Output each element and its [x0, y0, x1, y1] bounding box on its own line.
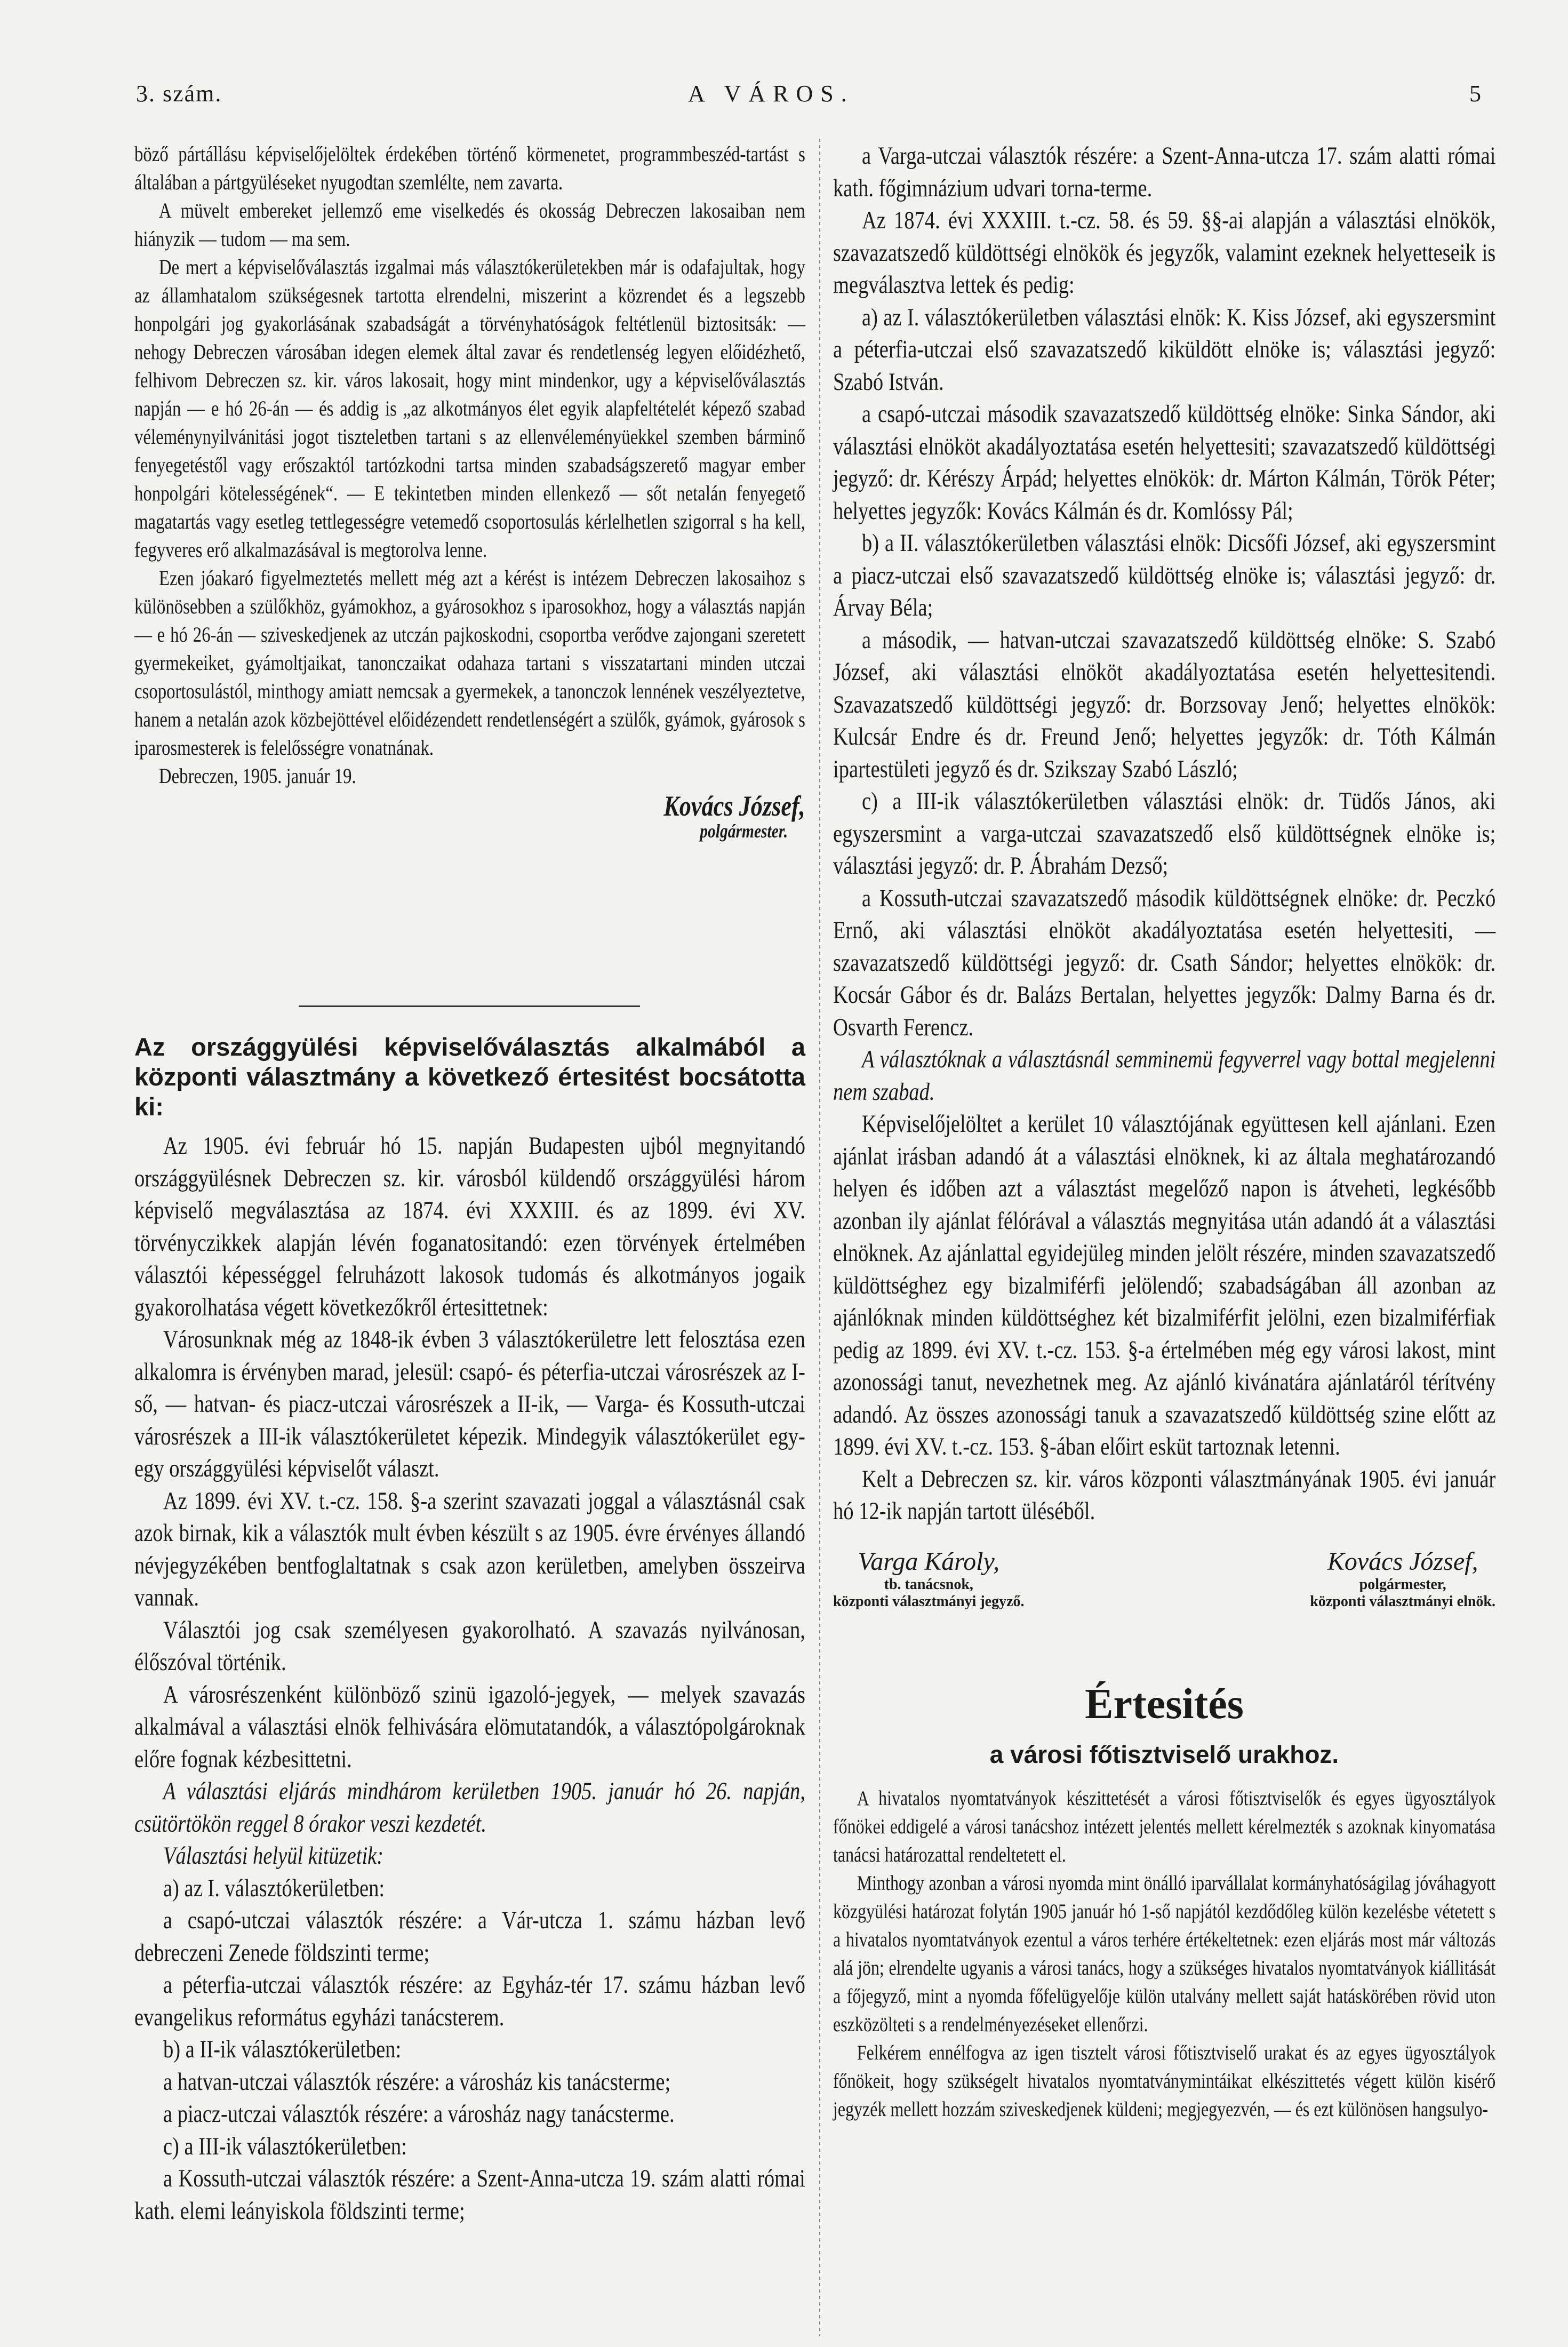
paragraph-italic: A választóknak a választásnál semminemü fegyverrel vagy bottal megjelenni nem szabad. [833, 1045, 1496, 1106]
ertesites-subtitle: a városi főtisztviselő urakhoz. [989, 1741, 1339, 1768]
signature-president [1310, 1547, 1495, 1610]
paragraph: Kelt a Debreczen sz. kir. város központi választmányának 1905. évi január hó 12-ik napján tartott üléséből. [833, 1465, 1496, 1525]
notice-heading: Az országgyülési képviselőválasztás alkalmából a központi választmány a következő értesitést bocsátotta ki: [134, 1033, 805, 1121]
paragraph: Választói jog csak személyesen gyakorolható. A szavazás nyilvánosan, élőszóval történik. [134, 1616, 805, 1676]
paragraph: Felkérem ennélfogva az igen tisztelt városi főtisztviselő urakat és az egyes ügyosztályok főnökeit, hogy szükségelt hivatalos nyomtatványmintáikat elkészittetés végett külön kisérő jegyzék mellett hozzám sziveskedjenek küldeni; megjegyezvén, — és ezt különösen hangsulyo- [833, 2041, 1496, 2121]
paragraph: De mert a képviselőválasztás izgalmai más választókerületekben már is odafajultak, hogy az államhatalom szükségesnek tartotta elrendelni, miszerint a közrendet és a legszebb honpolgári jog gyakorlásának szabadságát a törvényhatóságok feltétlenül biztositsák: — nehogy Debreczen városában idegen elemek által zavar és rendetlenség legyen előidézhető, felhivom Debreczen sz. kir. város lakosait, hogy mint mindenkor, ugy a képviselőválasztás napján — e hó 26-án — és addig is „az alkotmányos élet egyik alapfeltételét képező szabad véleménynyilvánitási jogot tiszteletben tartani s az ellenvéleményüekkel szemben bárminő fenyegetéstől vagy erőszaktól tartózkodni tartsa minden szabadságszerető magyar ember honpolgári kötelességének“. — E tekintetben minden ellenkező — sőt netalán fenyegető magatartás vagy esetleg tettlegességre vetemedő csoportosulás kérlelhetlen szigorral s ha kell, fegyveres erő alkalmazásával is megtorolva lenne. [134, 255, 805, 562]
signature-name: Kovács József, [1327, 1547, 1478, 1576]
signature-role: központi választmányi elnök. [1310, 1593, 1495, 1610]
paragraph: Képviselőjelöltet a kerület 10 választójának együttesen kell ajánlani. Ezen ajánlat irásban adandó át a választási elnöknek, ki az általa meghatározandó helyen és időben azt a választást megelőző napon is átveheti, legkésőbb azonban ily ajánlat félórával a választás megnyitása után adandó át a választási elnöknek. Az ajánlattal egyidejüleg minden jelölt részére, minden szavazatszedő küldöttséghez egy bizalmiférfi jelölendő; szabadságában áll azonban az ajánlóknak minden küldöttséghez két bizalmiférfit jelölni, ezen bizalmiférfiak pedig az 1899. évi XV. t.-cz. 153. §-a értelmében még egy városi lakost, mint azonossági tanut, nevezhetnek meg. Az ajánló kivánatára ajánlatáról térítvény adandó. Az összes azonossági tanuk a szavazatszedő küldöttség szine előtt az 1899. évi XV. t.-cz. 153. §-ában előirt esküt tartoznak letenni. [833, 1110, 1496, 1460]
paragraph: a csapó-utczai választók részére: a Vár-utcza 1. számu házban levő debreczeni Zenede földszinti terme; [134, 1906, 805, 1967]
signature-title: polgármester. [700, 820, 788, 842]
issue-number: 3. szám. [136, 81, 222, 107]
paragraph: a csapó-utczai második szavazatszedő küldöttség elnöke: Sinka Sándor, aki választási elnököt akadályoztatása esetén helyettesiti; szavazatszedő küldöttségi jegyző: dr. Kérészy Árpád; helyettes elnökök: dr. Márton Kálmán, Török Péter; helyettes jegyzők: Kovács Kálmán és dr. Komlóssy Pál; [833, 400, 1496, 525]
section-rule [299, 1005, 640, 1007]
paragraph: a második, — hatvan-utczai szavazatszedő küldöttség elnöke: S. Szabó József, aki választási elnököt akadályoztatása esetén helyettesitendi. Szavazatszedő küldöttségi jegyző: dr. Borzsovay Jenő; helyettes elnökök: Kulcsár Endre és dr. Freund Jenő; helyettes jegyzők: dr. Tóth Kálmán ipartestületi jegyző és dr. Szikszay Szabó László; [833, 626, 1496, 783]
paragraph: Az 1899. évi XV. t.-cz. 158. §-a szerint szavazati joggal a választásnál csak azok birnak, kik a választók mult évben készült s az 1905. évre érvényes állandó névjegyzékében bentfoglaltatnak s csak azon kerületben, amelyben összeirva vannak. [134, 1487, 805, 1611]
paragraph: Városunknak még az 1848-ik évben 3 választókerületre lett felosztása ezen alkalomra is érvényben marad, jelesül: csapó- és péterfia-utczai városrészek az I-ső, — hatvan- és piacz-utczai városrészek a II-ik, — Varga- és Kossuth-utczai városrészek a III-ik választókerületet képezik. Mindegyik választókerület egy-egy országgyülési képviselőt választ. [134, 1326, 805, 1482]
paragraph: a) az I. választókerületben választási elnök: K. Kiss József, aki egyszersmint a péterfia-utczai első szavazatszedő kiküldött elnöke is; választási jegyző: Szabó István. [833, 303, 1496, 396]
signature-role: központi választmányi jegyző. [833, 1593, 1025, 1610]
paragraph: a Kossuth-utczai szavazatszedő második küldöttségnek elnöke: dr. Peczkó Ernő, aki választási elnököt akadályoztatása esetén helyettesiti, — szavazatszedő küldöttségi jegyző: dr. Csath Sándor; helyettes elnökök: dr. Kocsár Gábor és dr. Balázs Bertalan, helyettes jegyzők: Dalmy Barna és dr. Osvarth Ferencz. [833, 884, 1496, 1041]
paragraph: Az 1874. évi XXXIII. t.-cz. 58. és 59. §§-ai alapján a választási elnökök, szavazatszedő küldöttségi elnökök és jegyzők, valamint ezeknek helyetteseik is megválasztva lettek és pedig: [833, 206, 1496, 299]
signature-secretary [833, 1547, 1025, 1610]
paragraph: a Kossuth-utczai választók részére: a Szent-Anna-utcza 19. szám alatti római kath. elemi leányiskola földszinti terme; [134, 2165, 805, 2225]
notice-text-right [833, 140, 1495, 1528]
paragraph: A müvelt embereket jellemző eme viselkedés és okosság Debreczen lakosaiban nem hiányzik — tudom — ma sem. [134, 198, 805, 251]
notice-text-left [134, 1130, 805, 2227]
paragraph: a hatvan-utczai választók részére: a városház kis tanácsterme; [163, 2067, 671, 2096]
proclamation-text [134, 140, 805, 840]
district-heading: a) az I. választókerületben: [163, 1874, 385, 1902]
signature-role: tb. tanácsnok, [884, 1576, 973, 1593]
paragraph: a piacz-utczai választók részére: a városház nagy tanácsterme. [163, 2100, 675, 2128]
district-heading: b) a II-ik választókerületben: [163, 2035, 402, 2063]
dateline: Debreczen, 1905. január 19. [158, 764, 356, 788]
district-heading: c) a III-ik választókerületben: [163, 2132, 407, 2160]
notice-signatures [833, 1547, 1495, 1610]
paragraph-italic: Választási helyül kitüzetik: [163, 1842, 384, 1870]
page-number: 5 [1469, 81, 1482, 107]
signature-name: Varga Károly, [858, 1547, 1000, 1576]
paragraph: b) a II. választókerületben választási elnök: Dicsőfi József, aki egyszersmint a piacz-utczai első szavazatszedő küldöttség elnöke is; választási jegyző: dr. Árvay Béla; [833, 529, 1496, 621]
signature-name: Kovács József, [663, 790, 805, 822]
paragraph: A hivatalos nyomtatványok készittetését a városi főtisztviselők és egyes ügyosztályok főnökei eddigelé a városi tanácshoz intézett jelentés mellett kérelmezték s azoknak kinyomatása tanácsi határozattal rendeltetett el. [833, 1787, 1496, 1866]
ertesites-title: Értesités [1085, 1681, 1244, 1728]
paragraph: Az 1905. évi február hó 15. napján Budapesten ujból megnyitandó országgyülésnek Debreczen sz. kir. városból küldendő országgyülési három képviselő megválasztása az 1874. évi XXXIII. és az 1899. évi XV. törvényczikkek alapján lévén foganatositandó: ezen törvények értelmében választói képességgel felruházott lakosok tudomás és alkotmányos jogaik gyakorolhatása végett következőkről értesittetnek: [134, 1132, 805, 1321]
paragraph-italic: A választási eljárás mindhárom kerületben 1905. január hó 26. napján, csütörtökön reggel 8 órakor veszi kezdetét. [134, 1777, 805, 1838]
ertesites-text [833, 1784, 1495, 2124]
paragraph: Minthogy azonban a városi nyomda mint önálló iparvállalat kormányhatóságilag jóváhagyott közgyülési határozat folytán 1905 január hó 1-ső napjától kezdődőleg külön kezelésbe vétetett s a hivatalos nyomtatványok ezentul a város terhére értékeltetnek: ezen eljárás most már változás alá jön; elrendelte ugyanis a városi tanács, hogy a szükséges hivatalos nyomtatványok kiállitását a főjegyző, mint a nyomda főfelügyelője külön utalvány mellett saját hatáskörében rövid uton eszközölteti s a rendelményezéseket ellenőrzi. [833, 1872, 1496, 2036]
paragraph: a péterfia-utczai választók részére: az Egyház-tér 17. számu házban levő evangelikus református egyházi tanácsterem. [134, 1971, 805, 2031]
paragraph: c) a III-ik választókerületben választási elnök: dr. Tüdős János, aki egyszersmint a varga-utczai szavazatszedő első küldöttségnek elnöke is; választási jegyző: dr. P. Ábrahám Dezső; [833, 787, 1496, 880]
paragraph: böző pártállásu képviselőjelöltek érdekében történő körmenetet, programmbeszéd-tartást s általában a pártgyüléseket nyugodtan szemlélte, nem zavarta. [134, 142, 805, 194]
signature-role: polgármester, [1359, 1576, 1446, 1593]
paragraph: A városrészenként különböző szinü igazoló-jegyek, — melyek szavazás alkalmával a választási elnök felhivására elömutatandók, a választópolgároknak előre fognak kézbesittetni. [134, 1680, 805, 1773]
newspaper-title: A VÁROS. [688, 81, 854, 107]
column-divider [819, 139, 820, 2336]
paragraph: Ezen jóakaró figyelmeztetés mellett még azt a kérést is intézem Debreczen lakosaihoz s különösebben a szülőkhöz, gyámokhoz, a gyárosokhoz s iparosokhoz, hogy a választás napján — e hó 26-án — sziveskedjenek az utczán pajkoskodni, csoportba verődve zajongani szeretett gyermekeiket, gyámoltjaikat, tanonczaikat odahaza tartani s visszatartani minden utczai csoportosulástól, minthogy amiatt nemcsak a gyermekek, a tanonczok lennének veszélyeztetve, hanem a netalán azok közbejöttével előidézendett rendetlenségért a szülők, gyámok, gyárosok s iparosmesterek is felelősségre vonatnának. [134, 566, 805, 760]
paragraph: a Varga-utczai választók részére: a Szent-Anna-utcza 17. szám alatti római kath. főgimnázium udvari torna-terme. [833, 142, 1496, 202]
